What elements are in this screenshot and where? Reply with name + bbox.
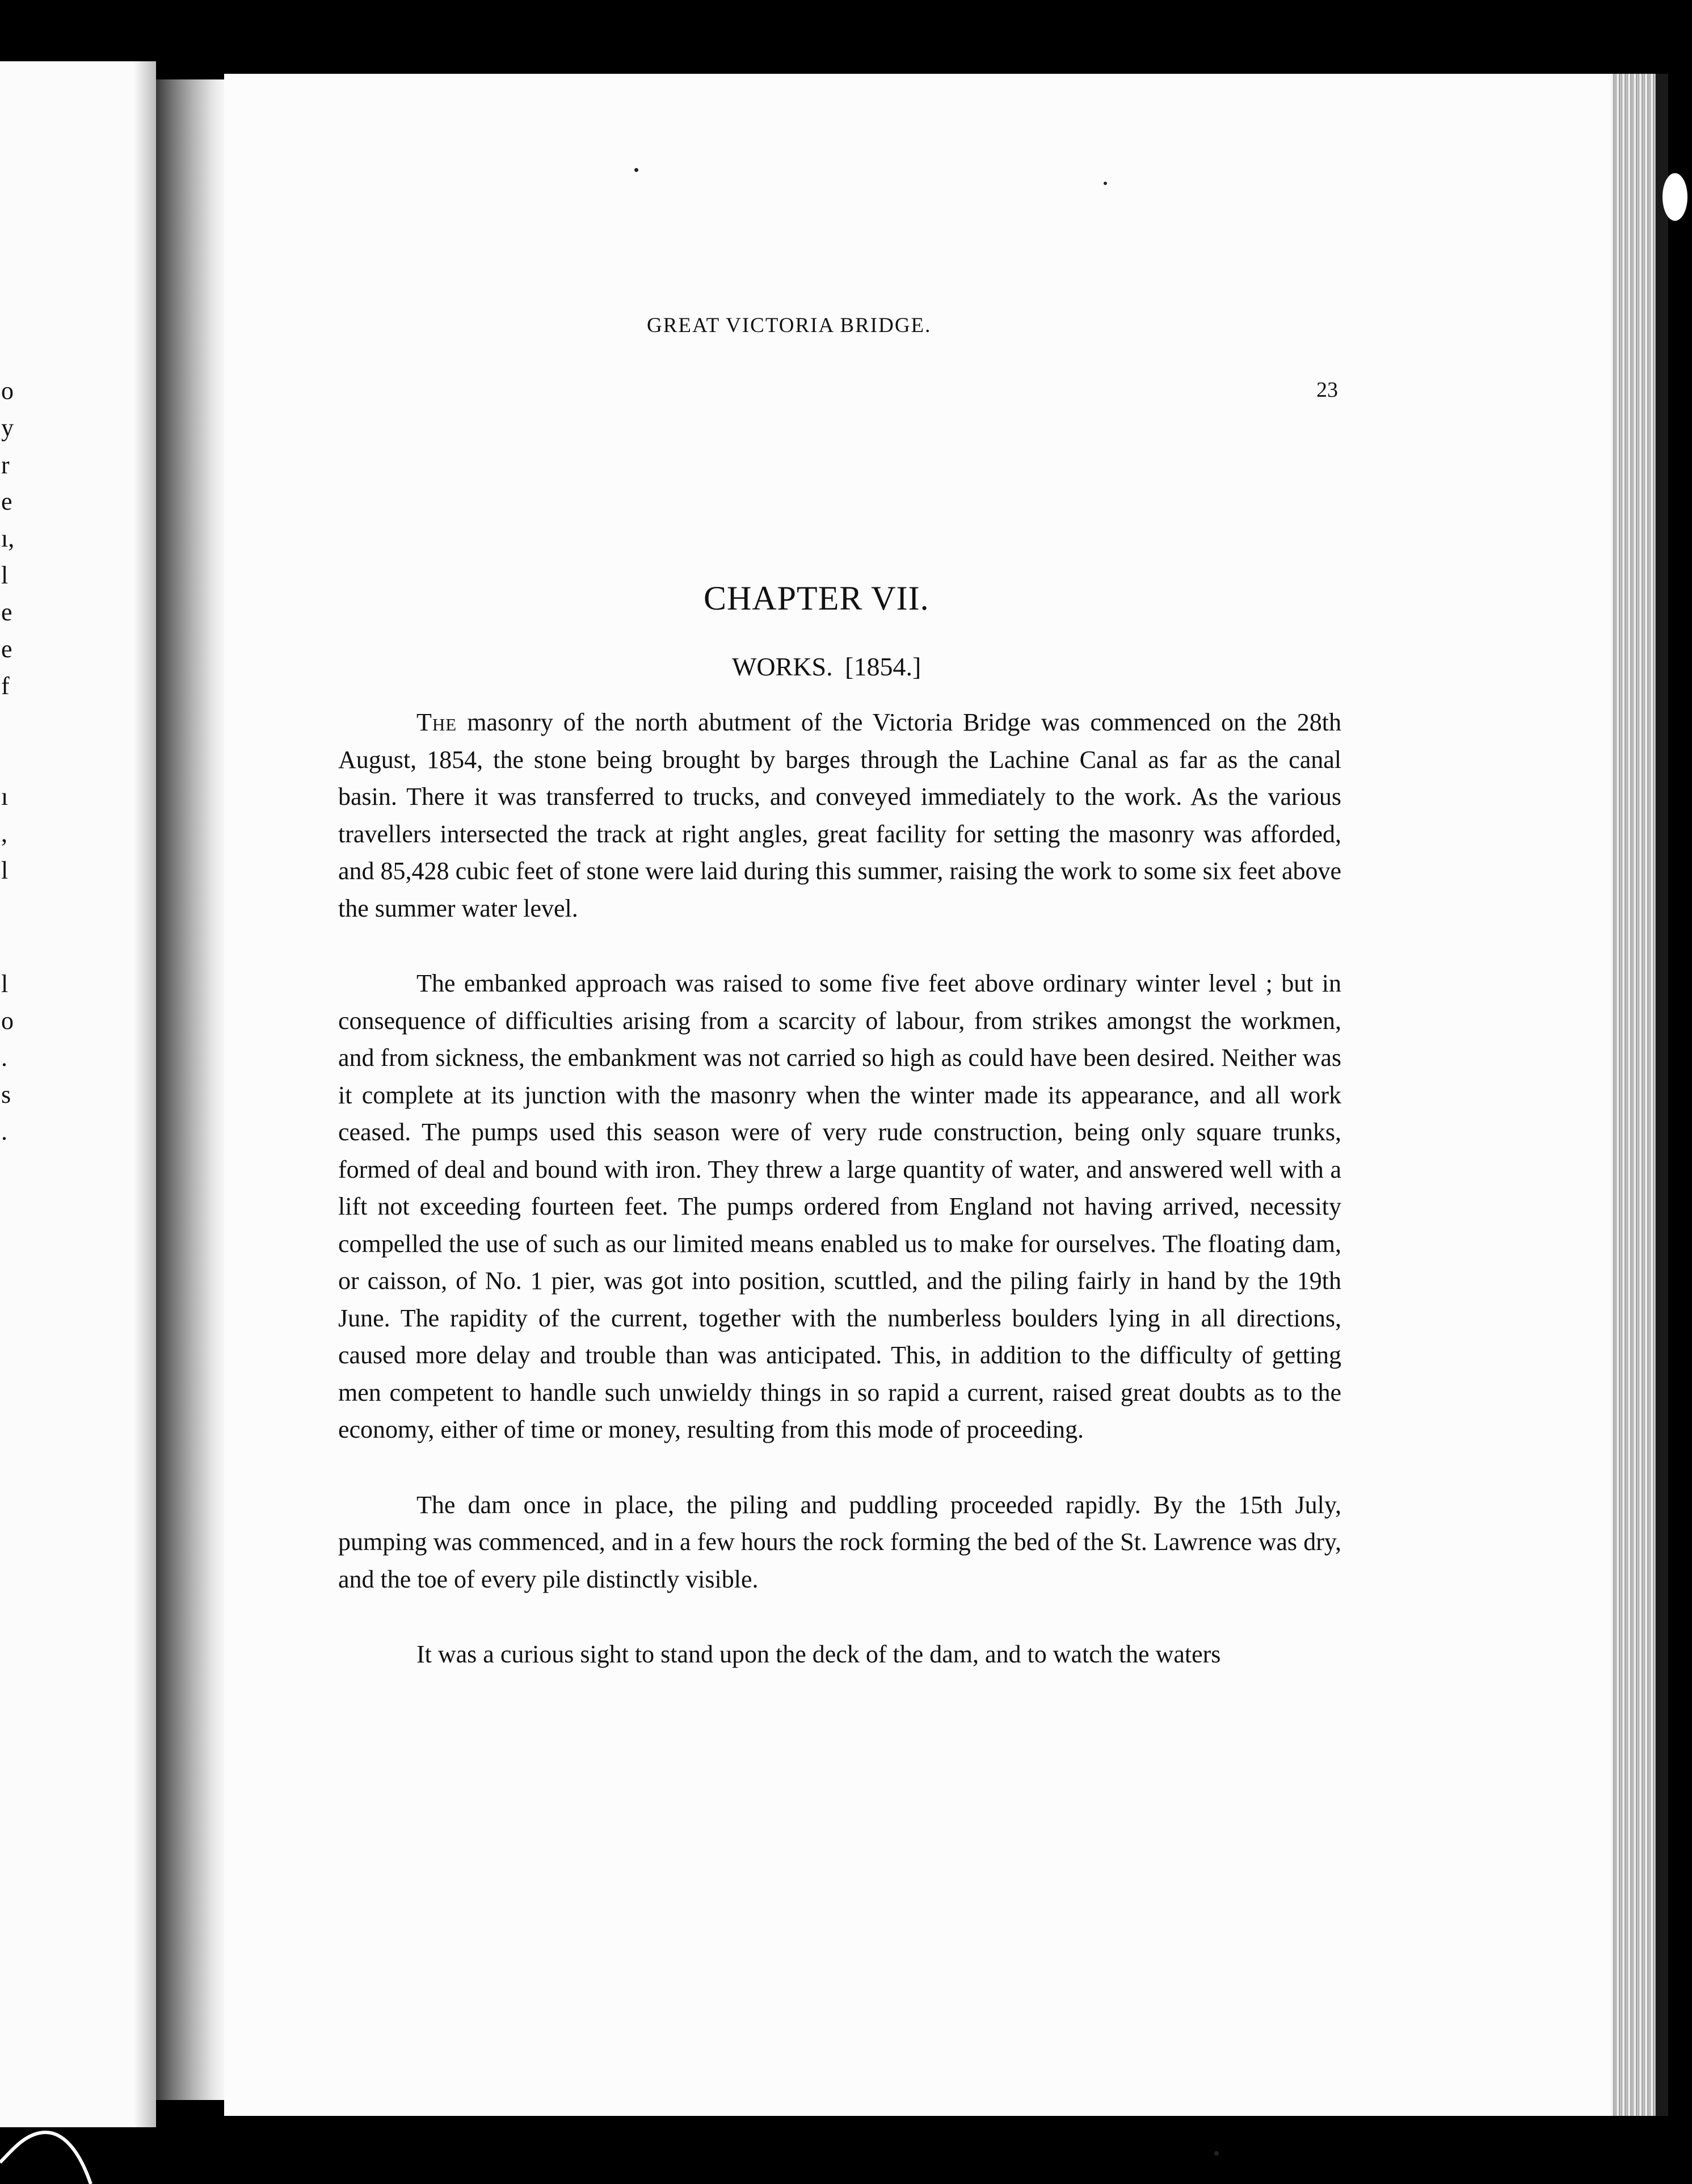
dust-speck — [1214, 2151, 1219, 2156]
paragraph-text: masonry of the north abutment of the Victoria Bridge was commenced on the 28th August, 1854, the stone being brought by barges through the Lachine Canal as far as the canal basin. There it was transferred to trucks, and conveyed immediately to the work. As the various travellers intersected the track at right angles, great facility for setting the masonry was afforded, and 85,428 cubic feet of stone were laid during this summer, raising the work to some six feet above the summer water level. — [338, 708, 1341, 922]
chapter-title: CHAPTER VII. — [704, 579, 929, 617]
book-gutter-shadow — [156, 79, 224, 2100]
fragment: . — [1, 1044, 7, 1072]
body-text — [338, 704, 1341, 1673]
fragment: s — [1, 1081, 11, 1108]
fragment: l — [1, 970, 9, 998]
fragment: o — [1, 1007, 14, 1035]
fragment: , — [1, 820, 7, 847]
fragment: e — [1, 635, 12, 663]
fragment: r — [1, 451, 10, 479]
fragment: e — [1, 488, 12, 515]
fragment: e — [1, 598, 12, 626]
fragment: f — [1, 672, 10, 700]
section-heading: WORKS. [1854.] — [732, 652, 921, 681]
facing-page-shadow — [133, 61, 156, 2127]
dust-speck — [1104, 182, 1107, 185]
fragment: ı — [1, 783, 9, 810]
paragraph: The embanked approach was raised to some five feet above ordinary winter level ; but in consequence of difficulties arising from a scarcity of labour, from strikes amongst the workmen, and from sickness, the embankment was not carried so high as could have been desired. Neither was it complete at its junction with the masonry when the winter made its appearance, and all work ceased. The pumps used this season were of very rude construction, being only square trunks, formed of deal and bound with iron. They threw a large quantity of water, and answered well with a lift not exceeding fourteen feet. The pumps ordered from England not having arrived, necessity compelled the use of such as our limited means enabled us to make for ourselves. The floating dam, or caisson, of No. 1 pier, was got into position, scuttled, and the piling fairly in hand by the 19th June. The rapidity of the current, together with the numberless boulders lying in all directions, caused more delay and trouble than was anticipated. This, in addition to the difficulty of getting men competent to handle such unwieldy things in so rapid a current, raised great doubts as to the economy, either of time or money, resulting from this mode of proceeding. — [338, 969, 1341, 1443]
lead-word: The — [416, 708, 457, 736]
facing-page-text-fragments — [1, 61, 35, 2127]
stacked-page-edges — [1611, 74, 1668, 2116]
paragraph: The dam once in place, the piling and puddling proceeded rapidly. By the 15th July, pumping was commenced, and in a few hours the rock forming the bed of the St. Lawrence was dry, and the toe of every pile distinctly visible. — [338, 1490, 1341, 1593]
paragraph — [338, 704, 1341, 927]
paragraph: It was a curious sight to stand upon the deck of the dam, and to watch the waters — [416, 1640, 1221, 1668]
facing-page-edge — [0, 61, 156, 2127]
page-number: 23 — [1316, 378, 1338, 402]
fragment: l — [1, 561, 9, 589]
dust-speck — [634, 168, 638, 172]
fragment: . — [1, 1118, 7, 1145]
scan-artifact-curl — [0, 2100, 227, 2184]
running-head: GREAT VICTORIA BRIDGE. — [647, 314, 932, 337]
fragment: o — [1, 377, 14, 405]
cover-edge — [1656, 74, 1668, 2116]
fragment: ı, — [1, 524, 15, 552]
fragment: y — [1, 414, 14, 442]
scan-notch — [1662, 173, 1687, 221]
fragment: l — [1, 856, 9, 884]
